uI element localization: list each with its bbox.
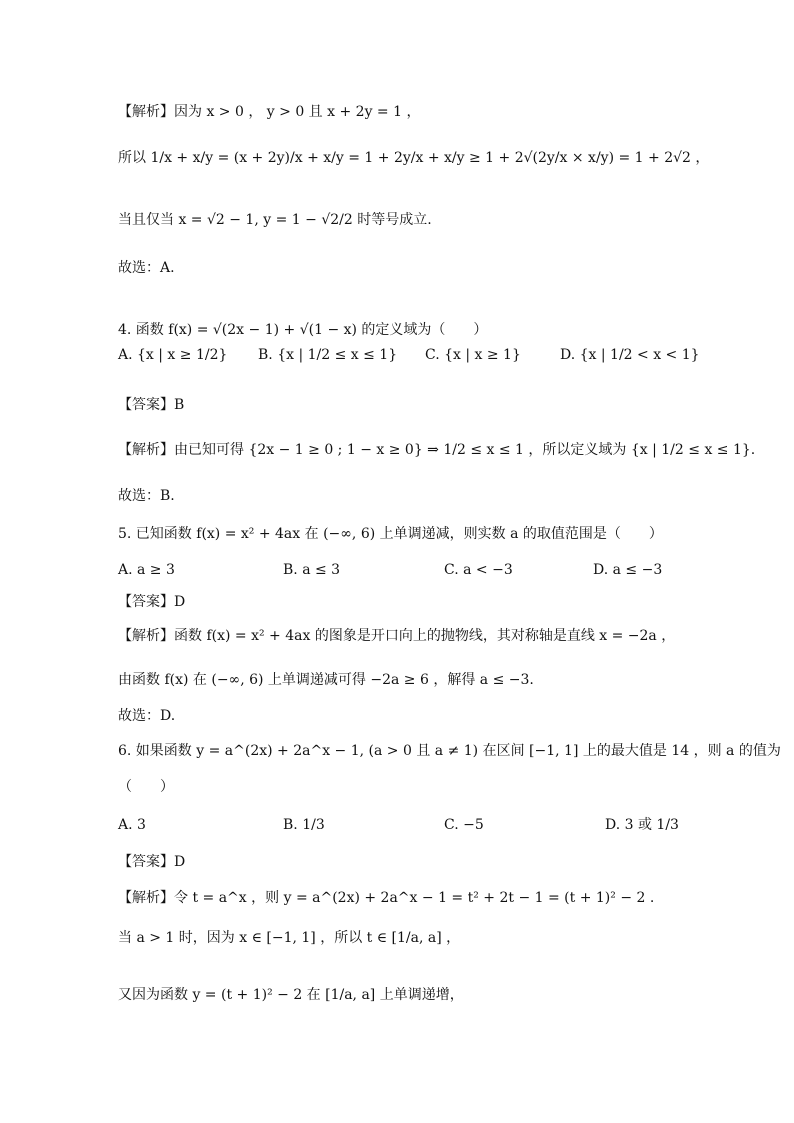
q6-analysis-2: 当 a > 1 时，因为 x ∈ [−1, 1] ，所以 t ∈ [1/a, a] ， <box>118 930 461 946</box>
analysis-line-1: 【解析】因为 x > 0 ， y > 0 且 x + 2y = 1 ， <box>118 104 421 120</box>
answer-choice-line-q3: 故选：A. <box>118 260 175 276</box>
q4-option-a: A. {x | x ≥ 1/2} <box>118 347 228 363</box>
q4-option-b: B. {x | 1/2 ≤ x ≤ 1} <box>258 347 398 363</box>
q5-choice: 故选：D. <box>118 708 176 724</box>
q4-analysis: 【解析】由已知可得 {2x − 1 ≥ 0 ; 1 − x ≥ 0} ⇒ 1/2 ≤ x ≤ 1 ，所以定义域为 {x | 1/2 ≤ x ≤ 1}. <box>118 442 756 458</box>
question-6-stem: 6. 如果函数 y = a^(2x) + 2a^x − 1, (a > 0 且 a ≠ 1) 在区间 [−1, 1] 上的最大值是 14 ，则 a 的值为 <box>118 743 781 759</box>
q6-option-d: D. 3 或 1/3 <box>605 817 679 833</box>
q6-analysis-1: 【解析】令 t = a^x ，则 y = a^(2x) + 2a^x − 1 = t² + 2t − 1 = (t + 1)² − 2 . <box>118 890 655 906</box>
q4-answer: 【答案】B <box>118 397 185 413</box>
q5-option-d: D. a ≤ −3 <box>593 562 663 578</box>
q6-option-a: A. 3 <box>118 817 146 833</box>
q6-option-c: C. −5 <box>444 817 484 833</box>
analysis-line-3: 当且仅当 x = √2 − 1, y = 1 − √2/2 时等号成立. <box>118 212 432 228</box>
question-4-stem: 4. 函数 f(x) = √(2x − 1) + √(1 − x) 的定义域为（ ） <box>118 322 488 338</box>
question-6-stem-paren: （ ） <box>118 779 174 795</box>
q5-analysis-1: 【解析】函数 f(x) = x² + 4ax 的图象是开口向上的抛物线，其对称轴是直线 x = −2a ， <box>118 628 676 644</box>
q5-analysis-2: 由函数 f(x) 在 (−∞, 6) 上单调递减可得 −2a ≥ 6 ，解得 a ≤ −3. <box>118 672 534 688</box>
q4-option-d: D. {x | 1/2 < x < 1} <box>560 347 700 363</box>
q6-analysis-3: 又因为函数 y = (t + 1)² − 2 在 [1/a, a] 上单调递增， <box>118 987 464 1003</box>
q5-answer: 【答案】D <box>118 594 186 610</box>
analysis-line-2: 所以 1/x + x/y = (x + 2y)/x + x/y = 1 + 2y/x + x/y ≥ 1 + 2√(2y/x × x/y) = 1 + 2√2 ， <box>118 150 710 166</box>
q4-option-c: C. {x | x ≥ 1} <box>425 347 521 363</box>
q6-answer: 【答案】D <box>118 854 186 870</box>
q6-option-b: B. 1/3 <box>283 817 325 833</box>
question-5-stem: 5. 已知函数 f(x) = x² + 4ax 在 (−∞, 6) 上单调递减，则实数 a 的取值范围是（ ） <box>118 526 663 542</box>
q5-option-a: A. a ≥ 3 <box>118 562 175 578</box>
q5-option-c: C. a < −3 <box>444 562 513 578</box>
q4-choice: 故选：B. <box>118 488 175 504</box>
q5-option-b: B. a ≤ 3 <box>283 562 341 578</box>
